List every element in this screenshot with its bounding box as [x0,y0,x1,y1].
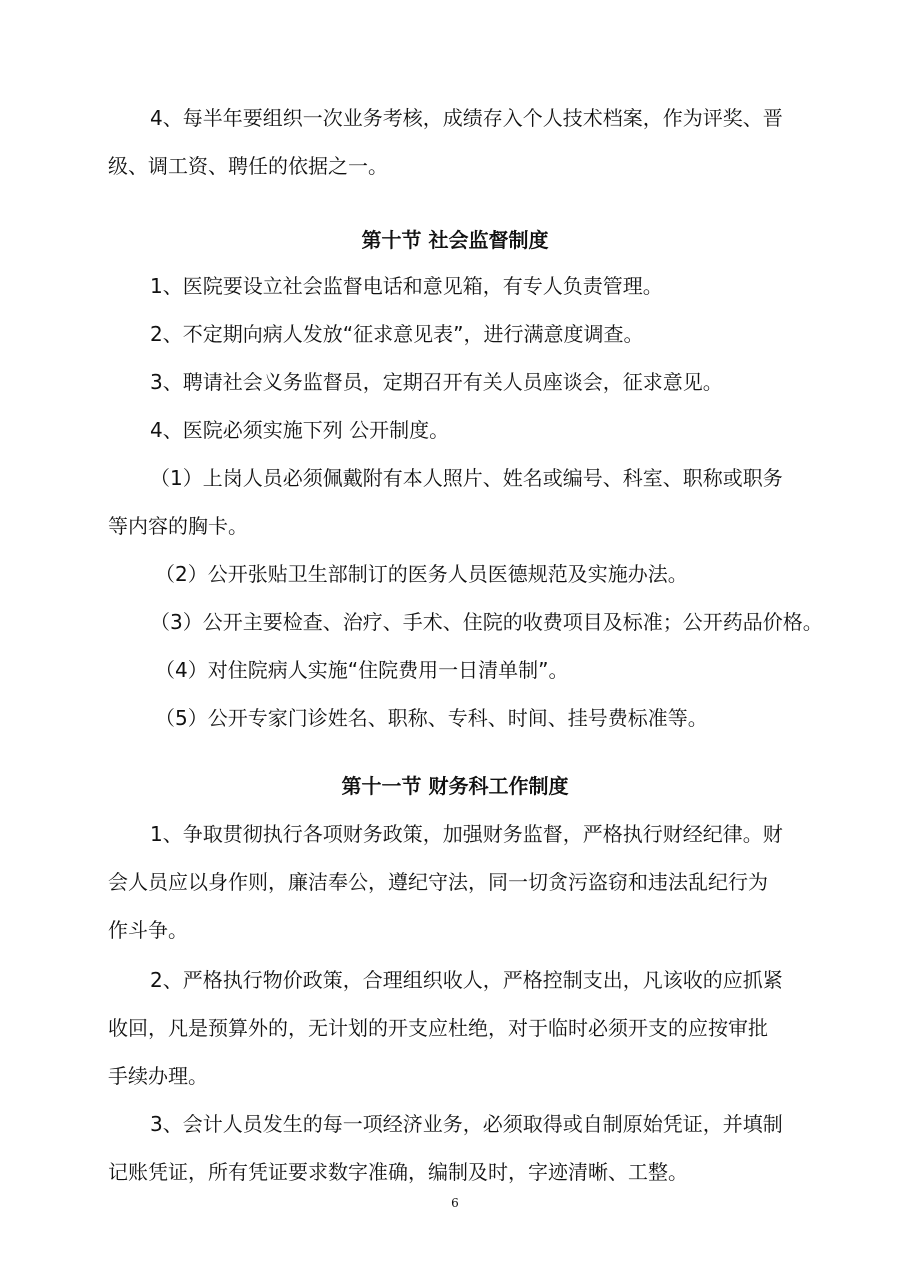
paragraph-line: 手续办理。 [108,1064,208,1088]
paragraph-line: 作斗争。 [108,918,188,942]
sub-list-item: （5）公开专家门诊姓名、职称、专科、时间、挂号费标准等。 [155,706,708,730]
list-item: 2、不定期向病人发放“征求意见表”，进行满意度调查。 [150,322,644,346]
paragraph-line: 3、会计人员发生的每一项经济业务，必须取得或自制原始凭证，并填制 [150,1112,783,1136]
paragraph-line: 1、争取贯彻执行各项财务政策，加强财务监督，严格执行财经纪律。财 [150,822,783,846]
paragraph-line: 收回，凡是预算外的，无计划的开支应杜绝，对于临时必须开支的应按审批 [108,1016,768,1040]
section-heading: 第十节 社会监督制度 [361,228,549,252]
paragraph-line: 记账凭证，所有凭证要求数字准确，编制及时，字迹清晰、工整。 [108,1160,688,1184]
list-item: 4、医院必须实施下列 公开制度。 [150,418,450,442]
sub-list-item: （2）公开张贴卫生部制订的医务人员医德规范及实施办法。 [155,562,688,586]
sub-list-item: （4）对住院病人实施“住院费用一日清单制”。 [155,658,569,682]
sub-list-item: （1）上岗人员必须佩戴附有本人照片、姓名或编号、科室、职称或职务 [150,466,783,490]
page-number: 6 [451,1196,459,1210]
section-heading: 第十一节 财务科工作制度 [341,774,569,798]
paragraph-line: 4、每半年要组织一次业务考核，成绩存入个人技术档案，作为评奖、晋 [150,106,783,130]
paragraph-line: 级、调工资、聘任的依据之一。 [108,154,388,178]
list-item: 3、聘请社会义务监督员，定期召开有关人员座谈会，征求意见。 [150,370,723,394]
paragraph-line: 会人员应以身作则，廉洁奉公，遵纪守法，同一切贪污盗窃和违法乱纪行为 [108,870,768,894]
sub-list-item: （3）公开主要检查、治疗、手术、住院的收费项目及标准；公开药品价格。 [150,610,823,634]
paragraph-line: 2、严格执行物价政策，合理组织收人，严格控制支出，凡该收的应抓紧 [150,968,783,992]
list-item: 1、医院要设立社会监督电话和意见箱，有专人负责管理。 [150,274,663,298]
sub-list-item-continuation: 等内容的胸卡。 [108,514,248,538]
